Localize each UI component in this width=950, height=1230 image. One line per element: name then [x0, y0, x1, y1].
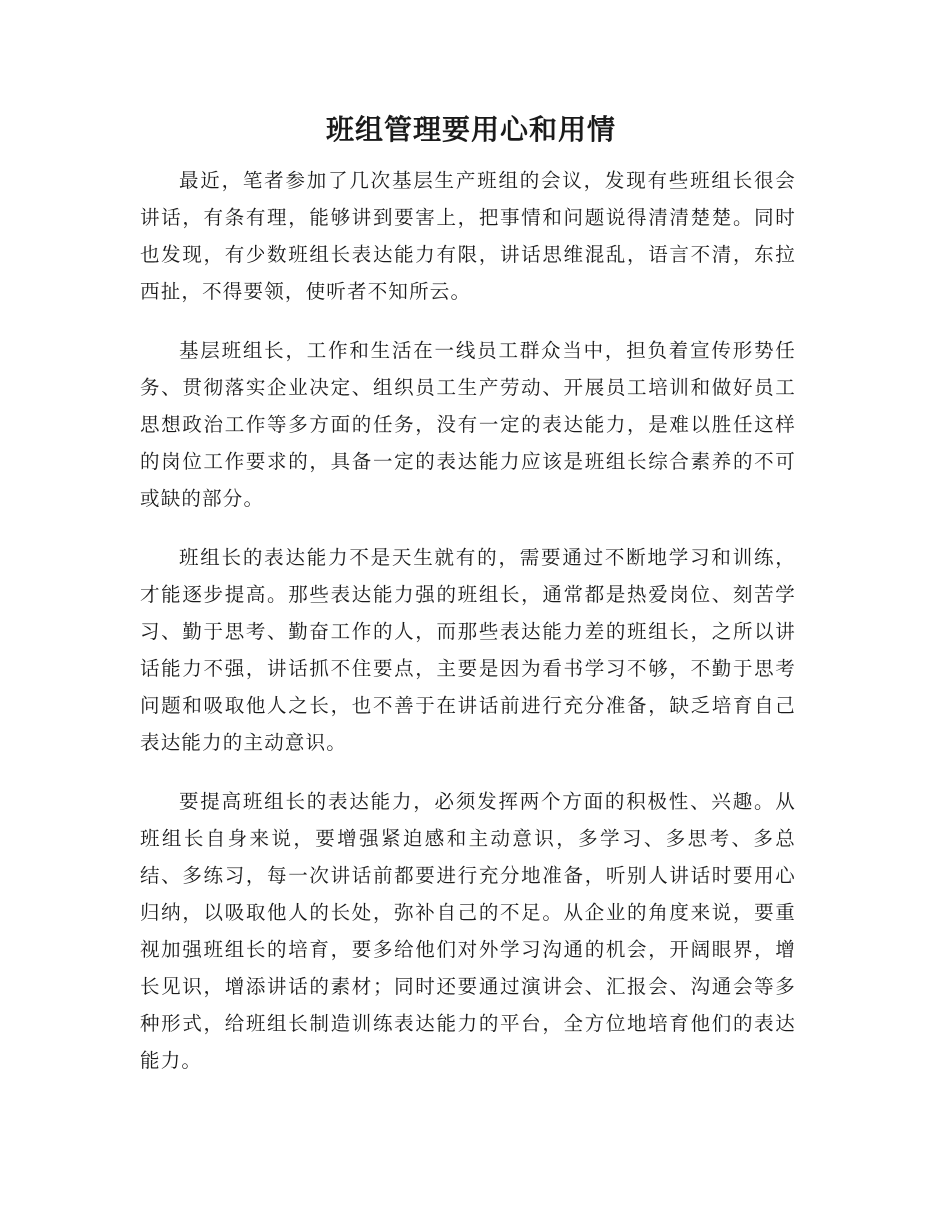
- paragraph-2: 基层班组长，工作和生活在一线员工群众当中，担负着宣传形势任务、贯彻落实企业决定、组织员工生产劳动、开展员工培训和做好员工思想政治工作等多方面的任务，没有一定的表达能力，是难以胜任这样的岗位工作要求的，具备一定的表达能力应该是班组长综合素养的不可或缺的部分。: [140, 339, 796, 510]
- document-title: 班组管理要用心和用情: [325, 113, 616, 146]
- paragraph-1: 最近，笔者参加了几次基层生产班组的会议，发现有些班组长很会讲话，有条有理，能够讲到要害上，把事情和问题说得清清楚楚。同时也发现，有少数班组长表达能力有限，讲话思维混乱，语言不清，东拉西扯，不得要领，使听者不知所云。: [140, 169, 796, 303]
- paragraph-3: 班组长的表达能力不是天生就有的，需要通过不断地学习和训练，才能逐步提高。那些表达能力强的班组长，通常都是热爱岗位、刻苦学习、勤于思考、勤奋工作的人，而那些表达能力差的班组长，之所以讲话能力不强，讲话抓不住要点，主要是因为看书学习不够，不勤于思考问题和吸取他人之长，也不善于在讲话前进行充分准备，缺乏培育自己表达能力的主动意识。: [140, 546, 796, 754]
- paragraph-4: 要提高班组长的表达能力，必须发挥两个方面的积极性、兴趣。从班组长自身来说，要增强紧迫感和主动意识，多学习、多思考、多总结、多练习，每一次讲话前都要进行充分地准备，听别人讲话时要用心归纳，以吸取他人的长处，弥补自己的不足。从企业的角度来说，要重视加强班组长的培育，要多给他们对外学习沟通的机会，开阔眼界，增长见识，增添讲话的素材；同时还要通过演讲会、汇报会、沟通会等多种形式，给班组长制造训练表达能力的平台，全方位地培育他们的表达能力。: [140, 790, 796, 1072]
- document-page: [140, 110, 796, 1101]
